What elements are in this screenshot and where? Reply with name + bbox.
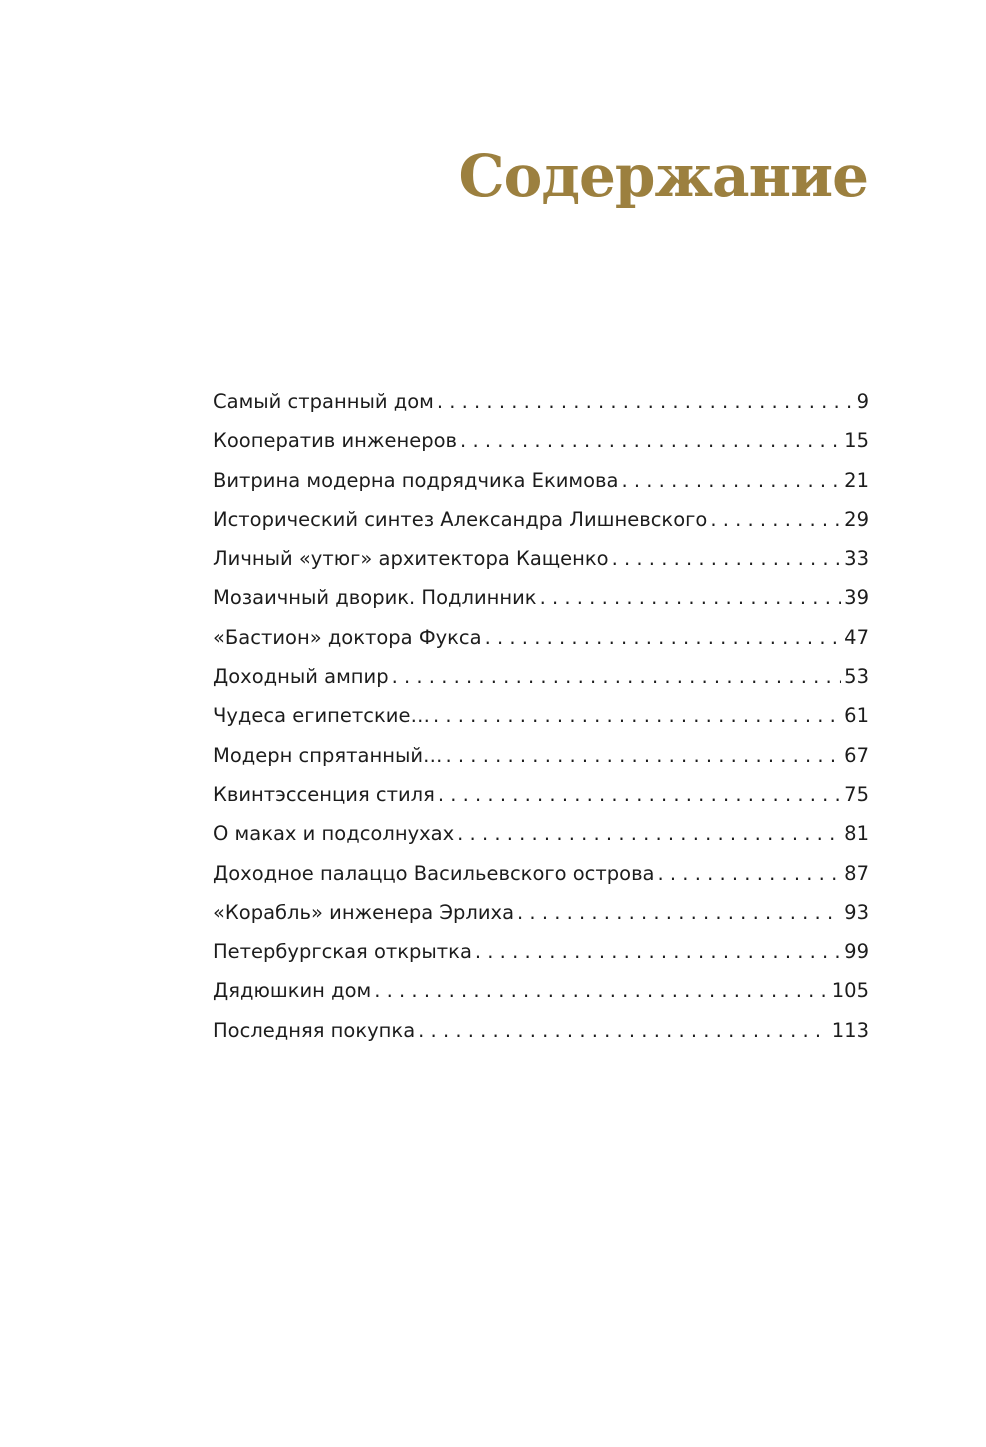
toc-entry[interactable]	[213, 696, 869, 735]
toc-entry-title: Доходное палаццо Васильевского острова	[213, 861, 655, 885]
toc-entry-title: Модерн спрятанный…	[213, 743, 443, 767]
dot-leader	[433, 696, 841, 735]
toc-entry-title: Самый странный дом	[213, 390, 434, 413]
dot-leader	[485, 618, 842, 657]
dot-leader	[621, 461, 841, 500]
toc-entry[interactable]	[213, 578, 869, 617]
toc-entry-page: 53	[844, 665, 869, 689]
toc-entry-title: Витрина модерна подрядчика Екимова	[213, 468, 619, 492]
page-title: Содержание	[458, 142, 868, 210]
table-of-contents	[213, 382, 869, 1050]
toc-entry-page: 9	[856, 390, 869, 413]
toc-entry-title: Личный «утюг» архитектора Кащенко	[213, 547, 609, 571]
toc-entry-page: 67	[844, 743, 869, 767]
toc-entry-page: 61	[844, 704, 869, 728]
toc-entry-page: 75	[844, 782, 869, 806]
dot-leader	[658, 854, 842, 893]
dot-leader	[457, 814, 841, 853]
toc-entry[interactable]	[213, 461, 869, 500]
dot-leader	[460, 421, 841, 460]
toc-entry-page: 93	[844, 900, 869, 924]
toc-entry-page: 81	[844, 822, 869, 846]
dot-leader	[710, 500, 841, 539]
toc-entry-page: 105	[831, 979, 869, 1003]
dot-leader	[438, 775, 841, 814]
toc-entry[interactable]	[213, 775, 869, 814]
toc-entry[interactable]	[213, 932, 869, 971]
toc-entry-page: 87	[844, 861, 869, 885]
toc-entry-page: 33	[844, 547, 869, 571]
dot-leader	[418, 1011, 829, 1050]
toc-entry[interactable]	[213, 1011, 869, 1050]
toc-entry-title: Петербургская открытка	[213, 940, 472, 964]
toc-entry-page: 15	[844, 429, 869, 453]
dot-leader	[437, 382, 854, 421]
toc-entry-title: «Бастион» доктора Фукса	[213, 625, 482, 649]
toc-entry[interactable]	[213, 854, 869, 893]
toc-entry-title: Кооператив инженеров	[213, 429, 458, 453]
toc-entry[interactable]	[213, 421, 869, 460]
toc-entry[interactable]	[213, 971, 869, 1010]
toc-entry[interactable]	[213, 539, 869, 578]
toc-entry-page: 29	[844, 507, 869, 531]
toc-entry-title: Мозаичный дворик. Подлинник	[213, 586, 537, 610]
toc-entry-page: 99	[844, 940, 869, 964]
toc-entry-title: Доходный ампир	[213, 665, 389, 689]
dot-leader	[446, 736, 842, 775]
toc-entry-page: 113	[831, 1018, 869, 1042]
dot-leader	[517, 893, 841, 932]
toc-entry-title: Исторический синтез Александра Лишневского	[213, 507, 708, 531]
toc-entry-title: Квинтэссенция стиля	[213, 782, 435, 806]
toc-entry[interactable]	[213, 893, 869, 932]
toc-entry[interactable]	[213, 382, 869, 421]
toc-entry-title: Чудеса египетские…	[213, 704, 430, 728]
toc-entry-title: Последняя покупка	[213, 1018, 416, 1042]
dot-leader	[374, 971, 829, 1010]
dot-leader	[612, 539, 842, 578]
toc-entry-page: 39	[844, 586, 869, 610]
dot-leader	[392, 657, 842, 696]
toc-entry-title: О маках и подсолнухах	[213, 822, 455, 846]
toc-entry[interactable]	[213, 500, 869, 539]
toc-entry[interactable]	[213, 814, 869, 853]
toc-entry-title: «Корабль» инженера Эрлиха	[213, 900, 515, 924]
dot-leader	[540, 578, 842, 617]
toc-entry[interactable]	[213, 618, 869, 657]
toc-entry-page: 21	[844, 468, 869, 492]
toc-entry[interactable]	[213, 736, 869, 775]
toc-entry-page: 47	[844, 625, 869, 649]
dot-leader	[475, 932, 841, 971]
toc-entry[interactable]	[213, 657, 869, 696]
toc-entry-title: Дядюшкин дом	[213, 979, 372, 1003]
